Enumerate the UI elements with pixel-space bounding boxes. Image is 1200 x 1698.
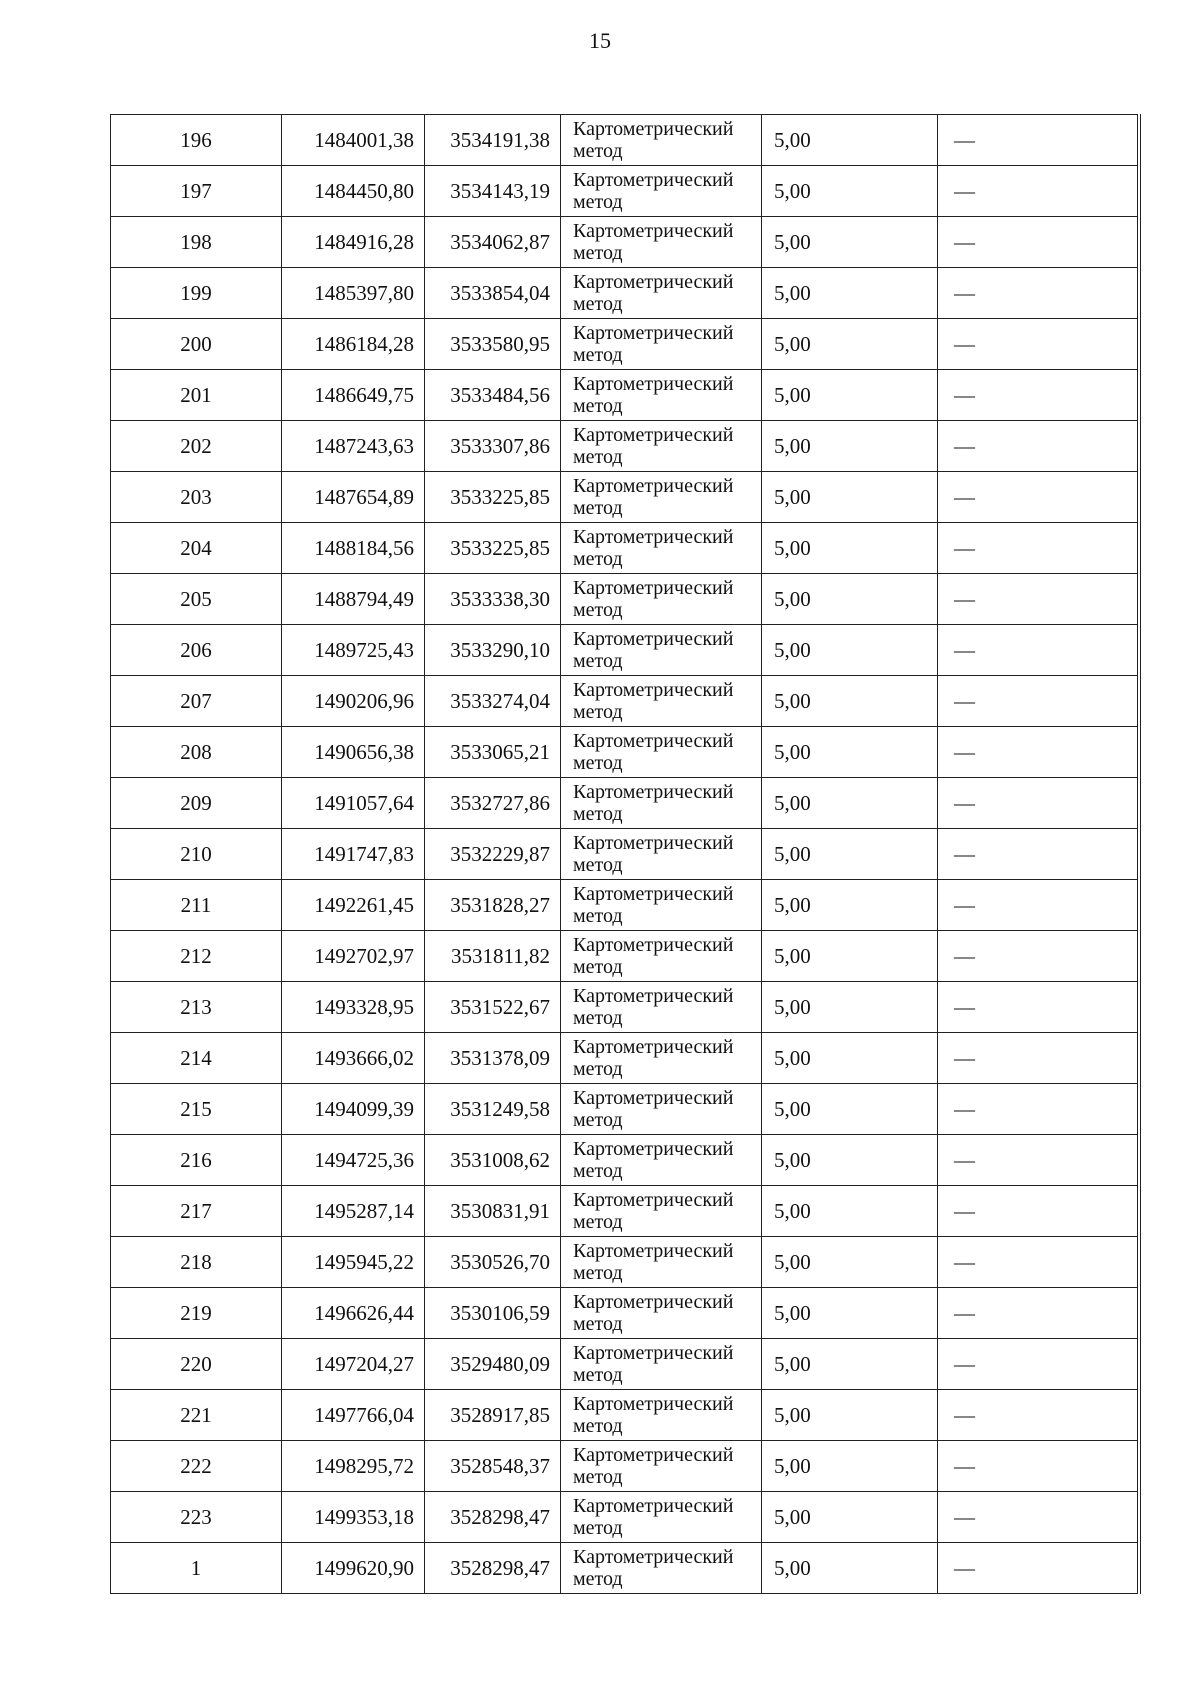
y-coordinate-cell: 3533484,56	[425, 370, 561, 421]
y-coordinate-cell: 3530106,59	[425, 1288, 561, 1339]
method-cell	[561, 115, 762, 166]
accuracy-cell: 5,00	[762, 523, 938, 574]
point-number-cell: 223	[111, 1492, 282, 1543]
table-row	[111, 523, 1139, 574]
x-coordinate-cell: 1484916,28	[282, 217, 425, 268]
method-line-1: Картометрический	[573, 1444, 734, 1466]
method-line-1: Картометрический	[573, 1138, 734, 1160]
table-row	[111, 319, 1139, 370]
method-cell	[561, 1186, 762, 1237]
method-cell	[561, 1339, 762, 1390]
note-cell: —	[938, 574, 1139, 625]
point-number-cell: 208	[111, 727, 282, 778]
accuracy-cell: 5,00	[762, 676, 938, 727]
x-coordinate-cell: 1490206,96	[282, 676, 425, 727]
method-line-1: Картометрический	[573, 1036, 734, 1058]
table-row	[111, 1135, 1139, 1186]
note-cell: —	[938, 523, 1139, 574]
accuracy-cell: 5,00	[762, 880, 938, 931]
note-cell: —	[938, 1237, 1139, 1288]
table-row	[111, 1084, 1139, 1135]
method-line-2: метод	[573, 1058, 623, 1080]
accuracy-cell: 5,00	[762, 727, 938, 778]
method-cell	[561, 421, 762, 472]
method-cell	[561, 829, 762, 880]
method-line-2: метод	[573, 1364, 623, 1386]
point-number-cell: 212	[111, 931, 282, 982]
method-cell	[561, 166, 762, 217]
y-coordinate-cell: 3534143,19	[425, 166, 561, 217]
accuracy-cell: 5,00	[762, 217, 938, 268]
accuracy-cell: 5,00	[762, 829, 938, 880]
y-coordinate-cell: 3534062,87	[425, 217, 561, 268]
method-line-1: Картометрический	[573, 1291, 734, 1313]
method-cell	[561, 1288, 762, 1339]
method-line-2: метод	[573, 293, 623, 315]
method-line-1: Картометрический	[573, 1240, 734, 1262]
note-cell: —	[938, 1492, 1139, 1543]
point-number-cell: 203	[111, 472, 282, 523]
table-row	[111, 1288, 1139, 1339]
method-line-2: метод	[573, 1109, 623, 1131]
table-row	[111, 727, 1139, 778]
method-cell	[561, 982, 762, 1033]
method-cell	[561, 268, 762, 319]
accuracy-cell: 5,00	[762, 1339, 938, 1390]
table-row	[111, 1543, 1139, 1594]
y-coordinate-cell: 3533580,95	[425, 319, 561, 370]
x-coordinate-cell: 1493328,95	[282, 982, 425, 1033]
method-cell	[561, 1084, 762, 1135]
y-coordinate-cell: 3528548,37	[425, 1441, 561, 1492]
note-cell: —	[938, 1186, 1139, 1237]
accuracy-cell: 5,00	[762, 1135, 938, 1186]
method-line-2: метод	[573, 140, 623, 162]
method-line-1: Картометрический	[573, 424, 734, 446]
method-cell	[561, 1492, 762, 1543]
method-line-1: Картометрический	[573, 985, 734, 1007]
x-coordinate-cell: 1495945,22	[282, 1237, 425, 1288]
table-row	[111, 166, 1139, 217]
method-line-1: Картометрический	[573, 730, 734, 752]
y-coordinate-cell: 3533854,04	[425, 268, 561, 319]
point-number-cell: 220	[111, 1339, 282, 1390]
page-number: 15	[589, 28, 611, 53]
point-number-cell: 221	[111, 1390, 282, 1441]
coordinates-table-body	[111, 115, 1139, 1594]
method-line-1: Картометрический	[573, 220, 734, 242]
method-cell	[561, 1135, 762, 1186]
accuracy-cell: 5,00	[762, 268, 938, 319]
method-line-1: Картометрический	[573, 1546, 734, 1568]
method-line-2: метод	[573, 497, 623, 519]
x-coordinate-cell: 1494725,36	[282, 1135, 425, 1186]
table-row	[111, 217, 1139, 268]
point-number-cell: 211	[111, 880, 282, 931]
method-line-2: метод	[573, 803, 623, 825]
method-line-2: метод	[573, 956, 623, 978]
y-coordinate-cell: 3532727,86	[425, 778, 561, 829]
point-number-cell: 200	[111, 319, 282, 370]
y-coordinate-cell: 3528917,85	[425, 1390, 561, 1441]
method-line-1: Картометрический	[573, 322, 734, 344]
x-coordinate-cell: 1497204,27	[282, 1339, 425, 1390]
table-row	[111, 370, 1139, 421]
method-line-1: Картометрический	[573, 781, 734, 803]
table-row	[111, 931, 1139, 982]
method-line-1: Картометрический	[573, 679, 734, 701]
y-coordinate-cell: 3533225,85	[425, 472, 561, 523]
x-coordinate-cell: 1498295,72	[282, 1441, 425, 1492]
x-coordinate-cell: 1487654,89	[282, 472, 425, 523]
x-coordinate-cell: 1492261,45	[282, 880, 425, 931]
y-coordinate-cell: 3533274,04	[425, 676, 561, 727]
accuracy-cell: 5,00	[762, 982, 938, 1033]
note-cell: —	[938, 1339, 1139, 1390]
x-coordinate-cell: 1484001,38	[282, 115, 425, 166]
point-number-cell: 1	[111, 1543, 282, 1594]
point-number-cell: 217	[111, 1186, 282, 1237]
method-line-1: Картометрический	[573, 1342, 734, 1364]
table-row	[111, 778, 1139, 829]
y-coordinate-cell: 3533290,10	[425, 625, 561, 676]
x-coordinate-cell: 1484450,80	[282, 166, 425, 217]
method-cell	[561, 625, 762, 676]
method-cell	[561, 1237, 762, 1288]
note-cell: —	[938, 829, 1139, 880]
point-number-cell: 209	[111, 778, 282, 829]
point-number-cell: 198	[111, 217, 282, 268]
point-number-cell: 204	[111, 523, 282, 574]
x-coordinate-cell: 1493666,02	[282, 1033, 425, 1084]
point-number-cell: 213	[111, 982, 282, 1033]
method-line-2: метод	[573, 1262, 623, 1284]
note-cell: —	[938, 625, 1139, 676]
table-row	[111, 1492, 1139, 1543]
method-line-1: Картометрический	[573, 169, 734, 191]
method-line-2: метод	[573, 905, 623, 927]
note-cell: —	[938, 370, 1139, 421]
table-row	[111, 421, 1139, 472]
y-coordinate-cell: 3528298,47	[425, 1543, 561, 1594]
method-line-1: Картометрический	[573, 526, 734, 548]
table-row	[111, 625, 1139, 676]
point-number-cell: 222	[111, 1441, 282, 1492]
coordinates-table	[110, 114, 1141, 1594]
accuracy-cell: 5,00	[762, 1237, 938, 1288]
point-number-cell: 196	[111, 115, 282, 166]
point-number-cell: 207	[111, 676, 282, 727]
method-line-2: метод	[573, 752, 623, 774]
method-cell	[561, 778, 762, 829]
table-row	[111, 574, 1139, 625]
method-cell	[561, 574, 762, 625]
accuracy-cell: 5,00	[762, 931, 938, 982]
accuracy-cell: 5,00	[762, 421, 938, 472]
x-coordinate-cell: 1489725,43	[282, 625, 425, 676]
accuracy-cell: 5,00	[762, 778, 938, 829]
note-cell: —	[938, 268, 1139, 319]
table-row	[111, 1441, 1139, 1492]
y-coordinate-cell: 3534191,38	[425, 115, 561, 166]
note-cell: —	[938, 778, 1139, 829]
note-cell: —	[938, 1033, 1139, 1084]
y-coordinate-cell: 3533065,21	[425, 727, 561, 778]
point-number-cell: 205	[111, 574, 282, 625]
point-number-cell: 214	[111, 1033, 282, 1084]
method-line-2: метод	[573, 191, 623, 213]
table-row	[111, 1390, 1139, 1441]
table-row	[111, 115, 1139, 166]
note-cell: —	[938, 1441, 1139, 1492]
accuracy-cell: 5,00	[762, 1288, 938, 1339]
note-cell: —	[938, 166, 1139, 217]
point-number-cell: 197	[111, 166, 282, 217]
note-cell: —	[938, 319, 1139, 370]
table-row	[111, 1186, 1139, 1237]
note-cell: —	[938, 115, 1139, 166]
method-line-2: метод	[573, 650, 623, 672]
accuracy-cell: 5,00	[762, 625, 938, 676]
method-line-1: Картометрический	[573, 1087, 734, 1109]
method-cell	[561, 370, 762, 421]
y-coordinate-cell: 3533225,85	[425, 523, 561, 574]
table-row	[111, 829, 1139, 880]
y-coordinate-cell: 3528298,47	[425, 1492, 561, 1543]
method-line-2: метод	[573, 548, 623, 570]
note-cell: —	[938, 1084, 1139, 1135]
method-cell	[561, 931, 762, 982]
method-line-2: метод	[573, 1415, 623, 1437]
method-cell	[561, 472, 762, 523]
accuracy-cell: 5,00	[762, 1084, 938, 1135]
point-number-cell: 201	[111, 370, 282, 421]
point-number-cell: 215	[111, 1084, 282, 1135]
note-cell: —	[938, 727, 1139, 778]
x-coordinate-cell: 1494099,39	[282, 1084, 425, 1135]
method-line-1: Картометрический	[573, 577, 734, 599]
method-line-1: Картометрический	[573, 628, 734, 650]
note-cell: —	[938, 421, 1139, 472]
method-line-2: метод	[573, 395, 623, 417]
x-coordinate-cell: 1499620,90	[282, 1543, 425, 1594]
method-line-1: Картометрический	[573, 373, 734, 395]
y-coordinate-cell: 3533338,30	[425, 574, 561, 625]
method-line-1: Картометрический	[573, 118, 734, 140]
y-coordinate-cell: 3531008,62	[425, 1135, 561, 1186]
method-line-2: метод	[573, 1568, 623, 1590]
accuracy-cell: 5,00	[762, 1543, 938, 1594]
method-line-2: метод	[573, 1007, 623, 1029]
x-coordinate-cell: 1488184,56	[282, 523, 425, 574]
point-number-cell: 219	[111, 1288, 282, 1339]
table-row	[111, 880, 1139, 931]
y-coordinate-cell: 3531522,67	[425, 982, 561, 1033]
method-cell	[561, 523, 762, 574]
method-line-1: Картометрический	[573, 1189, 734, 1211]
x-coordinate-cell: 1486649,75	[282, 370, 425, 421]
note-cell: —	[938, 472, 1139, 523]
method-line-1: Картометрический	[573, 832, 734, 854]
x-coordinate-cell: 1495287,14	[282, 1186, 425, 1237]
note-cell: —	[938, 931, 1139, 982]
y-coordinate-cell: 3531249,58	[425, 1084, 561, 1135]
method-cell	[561, 727, 762, 778]
method-line-2: метод	[573, 1517, 623, 1539]
point-number-cell: 218	[111, 1237, 282, 1288]
note-cell: —	[938, 880, 1139, 931]
method-line-2: метод	[573, 1211, 623, 1233]
table-row	[111, 676, 1139, 727]
method-line-2: метод	[573, 599, 623, 621]
method-cell	[561, 880, 762, 931]
x-coordinate-cell: 1490656,38	[282, 727, 425, 778]
x-coordinate-cell: 1497766,04	[282, 1390, 425, 1441]
method-line-2: метод	[573, 1160, 623, 1182]
y-coordinate-cell: 3529480,09	[425, 1339, 561, 1390]
accuracy-cell: 5,00	[762, 1390, 938, 1441]
accuracy-cell: 5,00	[762, 1186, 938, 1237]
note-cell: —	[938, 982, 1139, 1033]
x-coordinate-cell: 1487243,63	[282, 421, 425, 472]
method-line-2: метод	[573, 1466, 623, 1488]
method-cell	[561, 1033, 762, 1084]
note-cell: —	[938, 1135, 1139, 1186]
method-cell	[561, 1390, 762, 1441]
table-row	[111, 268, 1139, 319]
point-number-cell: 199	[111, 268, 282, 319]
x-coordinate-cell: 1486184,28	[282, 319, 425, 370]
x-coordinate-cell: 1492702,97	[282, 931, 425, 982]
note-cell: —	[938, 217, 1139, 268]
x-coordinate-cell: 1488794,49	[282, 574, 425, 625]
point-number-cell: 206	[111, 625, 282, 676]
table-row	[111, 982, 1139, 1033]
table-row	[111, 472, 1139, 523]
y-coordinate-cell: 3533307,86	[425, 421, 561, 472]
y-coordinate-cell: 3531828,27	[425, 880, 561, 931]
method-line-2: метод	[573, 701, 623, 723]
y-coordinate-cell: 3532229,87	[425, 829, 561, 880]
y-coordinate-cell: 3530526,70	[425, 1237, 561, 1288]
point-number-cell: 216	[111, 1135, 282, 1186]
x-coordinate-cell: 1499353,18	[282, 1492, 425, 1543]
method-line-1: Картометрический	[573, 883, 734, 905]
accuracy-cell: 5,00	[762, 166, 938, 217]
accuracy-cell: 5,00	[762, 1492, 938, 1543]
method-line-2: метод	[573, 344, 623, 366]
accuracy-cell: 5,00	[762, 1441, 938, 1492]
accuracy-cell: 5,00	[762, 1033, 938, 1084]
method-line-2: метод	[573, 446, 623, 468]
method-line-1: Картометрический	[573, 1393, 734, 1415]
method-cell	[561, 217, 762, 268]
x-coordinate-cell: 1491057,64	[282, 778, 425, 829]
method-line-1: Картометрический	[573, 475, 734, 497]
method-cell	[561, 1441, 762, 1492]
accuracy-cell: 5,00	[762, 370, 938, 421]
y-coordinate-cell: 3531378,09	[425, 1033, 561, 1084]
note-cell: —	[938, 1390, 1139, 1441]
method-line-1: Картометрический	[573, 271, 734, 293]
method-cell	[561, 676, 762, 727]
accuracy-cell: 5,00	[762, 472, 938, 523]
y-coordinate-cell: 3530831,91	[425, 1186, 561, 1237]
x-coordinate-cell: 1496626,44	[282, 1288, 425, 1339]
x-coordinate-cell: 1491747,83	[282, 829, 425, 880]
method-line-1: Картометрический	[573, 1495, 734, 1517]
method-cell	[561, 1543, 762, 1594]
method-line-2: метод	[573, 854, 623, 876]
accuracy-cell: 5,00	[762, 574, 938, 625]
table-row	[111, 1033, 1139, 1084]
note-cell: —	[938, 1288, 1139, 1339]
point-number-cell: 202	[111, 421, 282, 472]
method-line-2: метод	[573, 1313, 623, 1335]
method-line-2: метод	[573, 242, 623, 264]
table-row	[111, 1339, 1139, 1390]
accuracy-cell: 5,00	[762, 115, 938, 166]
accuracy-cell: 5,00	[762, 319, 938, 370]
method-line-1: Картометрический	[573, 934, 734, 956]
note-cell: —	[938, 676, 1139, 727]
x-coordinate-cell: 1485397,80	[282, 268, 425, 319]
method-cell	[561, 319, 762, 370]
point-number-cell: 210	[111, 829, 282, 880]
y-coordinate-cell: 3531811,82	[425, 931, 561, 982]
note-cell: —	[938, 1543, 1139, 1594]
table-row	[111, 1237, 1139, 1288]
